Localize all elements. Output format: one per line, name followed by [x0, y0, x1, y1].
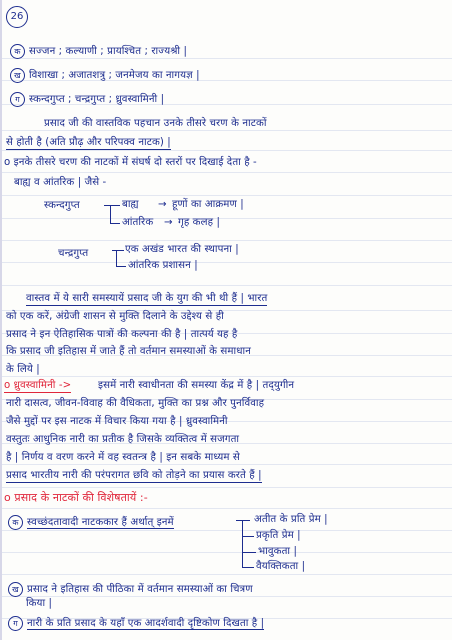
point-ga-text: नारी के प्रति प्रसाद के यहाँ एक आदर्शवादी दृष्टिकोण दिखता है | [27, 618, 265, 629]
ruled-line [2, 130, 452, 131]
arrow [116, 266, 126, 267]
point-ka-branch1: अतीत के प्रति प्रेम | [254, 514, 328, 525]
arrow [242, 552, 256, 553]
diagram1-bracket [110, 205, 111, 223]
item-marker: ग [8, 616, 23, 631]
arrow [242, 567, 254, 568]
arrow-glyph: → [158, 199, 167, 210]
diagram1-root: स्कन्दगुप्त [44, 200, 80, 211]
para4-line5: है | निर्णय व वरण करने में वह स्वतन्त्र है | इन सबके माध्यम से [6, 452, 240, 463]
ruled-line [2, 574, 452, 575]
point-kha-line2: किया | [26, 598, 53, 609]
para4-line2: नारी दासत्व, जीवन-विवाह की वैधिकता, मुक्ति का प्रश्न और पुनर्विवाह [6, 398, 265, 409]
para3-line2: को एक करें, अंग्रेजी शासन से मुक्ति दिलाने के उद्देश्य से ही [6, 311, 224, 322]
diagram1-branch2-label: आंतरिक [122, 217, 154, 228]
point-ka-branch4: वैयक्तिकता | [256, 561, 306, 572]
list-item-ka [10, 44, 187, 59]
ruled-line [2, 464, 452, 465]
para2-line2: बाह्य व आंतरिक | जैसे - [14, 177, 107, 188]
diagram2-branch2: आंतरिक प्रशासन | [128, 260, 198, 271]
ruled-line [2, 240, 452, 241]
para3-line1: वास्तव में ये सारी समस्यायें प्रसाद जी के युग की भी थी हैं | भारत [26, 293, 268, 304]
page-number: 26 [6, 6, 28, 28]
arrow [236, 520, 250, 521]
arrow [112, 250, 124, 251]
arrow [242, 536, 254, 537]
para4-line3: जैसे मुद्दों पर इस नाटक में विचार किया गया है | ध्रुवस्वामिनी [6, 416, 228, 427]
diagram2-bracket [116, 250, 117, 266]
diagram1-branch2-result: गृह कलह | [178, 217, 220, 228]
para4-line1: इसमें नारी स्वाधीनता की समस्या केंद्र में है | तद्‌युगीन [98, 380, 295, 391]
ruled-line [2, 172, 452, 173]
ruled-line [2, 376, 452, 377]
arrow-glyph: → [164, 217, 173, 228]
ruled-line [2, 552, 452, 553]
ruled-line [2, 150, 452, 151]
item-marker: ग [10, 92, 25, 107]
para2-line1: o इनके तीसरे चरण की नाटकों में संघर्ष दो स्तरों पर दिखाई देता है - [4, 157, 257, 168]
item-marker: ख [10, 68, 25, 83]
point-ga [8, 616, 264, 631]
ruled-line [2, 508, 452, 509]
item-text: सज्जन ; कल्याणी ; प्रायश्चित ; राज्यश्री | [29, 46, 188, 57]
diagram1-branch1-result: हूणों का आक्रमण | [172, 199, 244, 210]
item-marker: क [10, 44, 25, 59]
para3-line4: कि प्रसाद जी इतिहास में जाते हैं तो वर्तमान समस्याओं के समाधान [6, 346, 252, 357]
arrow [104, 205, 120, 206]
ruled-line [2, 530, 452, 531]
para4-heading: o ध्रुवस्वामिनी -> [4, 380, 72, 391]
para3-line3: प्रसाद ने इन ऐतिहासिक पात्रों की कल्पना की है | तात्पर्य यह है [6, 329, 238, 340]
point-kha-line1: प्रसाद ने इतिहास की पीठिका में वर्तमान समस्याओं का चित्रण [27, 584, 253, 595]
point-ka-branch3: भावुकता | [258, 546, 298, 557]
item-marker: क [8, 515, 23, 530]
point-ka-text: स्वच्छंदतावादी नाटककार हैं अर्थात् इनमें [27, 517, 174, 528]
item-text: विशाखा ; अजातशत्रु ; जनमेजय का नागयज्ञ | [29, 70, 200, 81]
ruled-line [2, 262, 452, 263]
arrow [110, 223, 120, 224]
para3-line5: के लिये | [6, 364, 40, 375]
para1-line1: प्रसाद जी की वास्तविक पहचान उनके तीसरे चरण के नाटकों [44, 118, 267, 129]
para4-line4: वस्तुतः आधुनिक नारी का प्रतीक है जिसके व्यक्तित्व में सजगता [6, 434, 240, 445]
ruled-line [2, 218, 452, 219]
point-kha [8, 582, 253, 597]
ruled-line [2, 487, 452, 488]
diagram2-branch1: एक अखंड भारत की स्थापना | [125, 244, 239, 255]
point-ka-branch2: प्रकृति प्रेम | [256, 530, 301, 541]
ruled-line [2, 285, 452, 286]
para1-line2: से होती है (अति प्रौढ़ और परिपक्व नाटक) | [6, 137, 171, 148]
diagram1-branch1-label: बाह्य [122, 199, 139, 210]
list-item-kha [10, 68, 200, 83]
item-text: स्कन्दगुप्त ; चन्द्रगुप्त ; ध्रुवस्वामिनी | [29, 94, 165, 105]
point-ka-bracket [242, 520, 243, 567]
section-heading: o प्रसाद के नाटकों की विशेषतायें :- [4, 491, 148, 504]
para4-line6: प्रसाद भारतीय नारी की परंपरागत छवि को तोड़ने का प्रयास करते हैं | [6, 470, 262, 481]
margin-line [0, 0, 2, 640]
list-item-ga [10, 92, 164, 107]
point-ka [8, 515, 174, 530]
diagram2-root: चन्द्रगुप्त [58, 248, 89, 259]
ruled-line [2, 195, 452, 196]
item-marker: ख [8, 582, 23, 597]
